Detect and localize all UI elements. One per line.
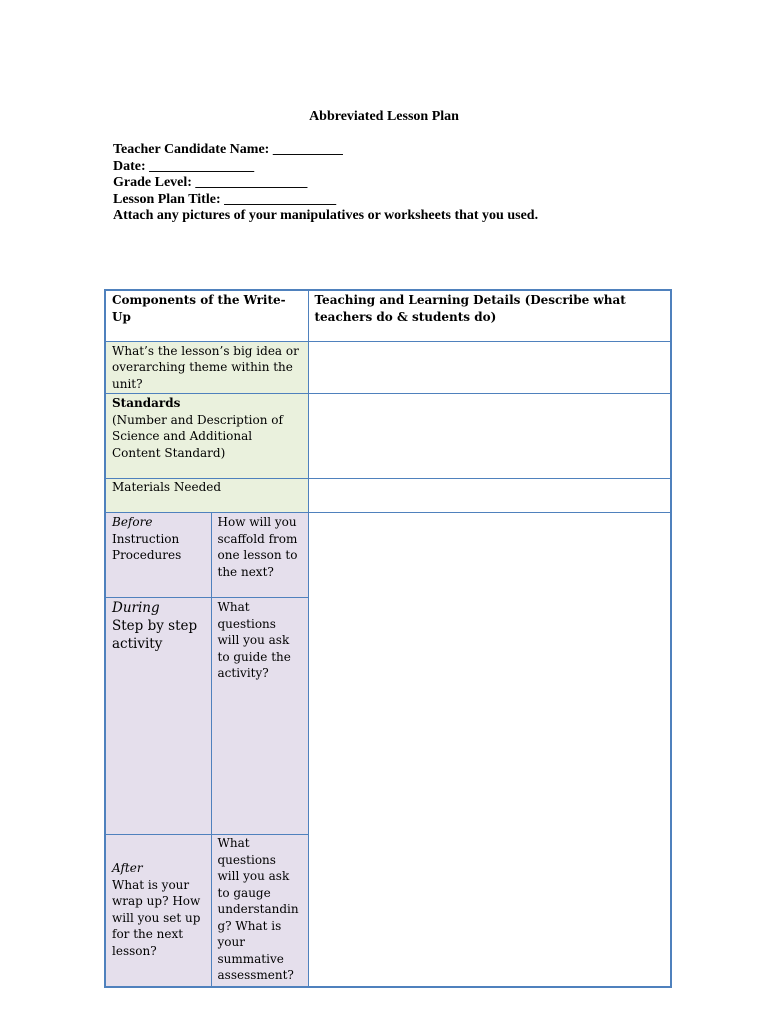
after-question: What questions will you ask to gauge understandin g? What is your summative assessment? — [211, 835, 308, 987]
lesson-plan-table — [104, 289, 672, 988]
big-idea-details — [308, 341, 671, 394]
standards-details — [308, 394, 671, 479]
before-row — [105, 513, 671, 598]
after-description: What is your wrap up? How will you set up for the next lesson? — [112, 877, 201, 958]
header-details: Teaching and Learning Details (Describe what teachers do & students do) — [308, 290, 671, 341]
during-description: Step by step activity — [112, 618, 198, 652]
standards-label: Standards — [112, 396, 181, 410]
during-question: What questions will you ask to guide the activity? — [211, 598, 308, 835]
after-cell — [105, 835, 211, 987]
document-title: Abbreviated Lesson Plan — [309, 109, 459, 124]
before-question: How will you scaffold from one lesson to the next? — [211, 513, 308, 598]
standards-description: (Number and Description of Science and Additional Content Standard) — [112, 412, 283, 460]
during-cell — [105, 598, 211, 835]
attach-instruction: Attach any pictures of your manipulatives or worksheets that you used. — [113, 208, 539, 223]
materials-row — [105, 479, 671, 513]
big-idea-cell: What’s the lesson’s big idea or overarching theme within the unit? — [105, 341, 308, 394]
before-label: Before — [112, 515, 153, 529]
big-idea-row — [105, 341, 671, 394]
standards-row — [105, 394, 671, 479]
table-header-row — [105, 290, 671, 341]
before-description: Instruction Procedures — [112, 531, 182, 562]
during-label: During — [112, 600, 160, 616]
before-cell — [105, 513, 211, 598]
standards-cell — [105, 394, 308, 479]
candidate-info — [113, 142, 538, 225]
header-components: Components of the Write-Up — [105, 290, 308, 341]
teacher-name-line: Teacher Candidate Name: __________ — [113, 142, 343, 157]
lesson-title-line: Lesson Plan Title: ________________ — [113, 191, 337, 207]
materials-details — [308, 479, 671, 513]
after-label: After — [112, 861, 143, 876]
procedures-details — [308, 513, 671, 987]
materials-cell: Materials Needed — [105, 479, 308, 513]
date-line: Date: _______________ — [113, 158, 255, 174]
grade-level-line: Grade Level: ________________ — [113, 175, 308, 190]
